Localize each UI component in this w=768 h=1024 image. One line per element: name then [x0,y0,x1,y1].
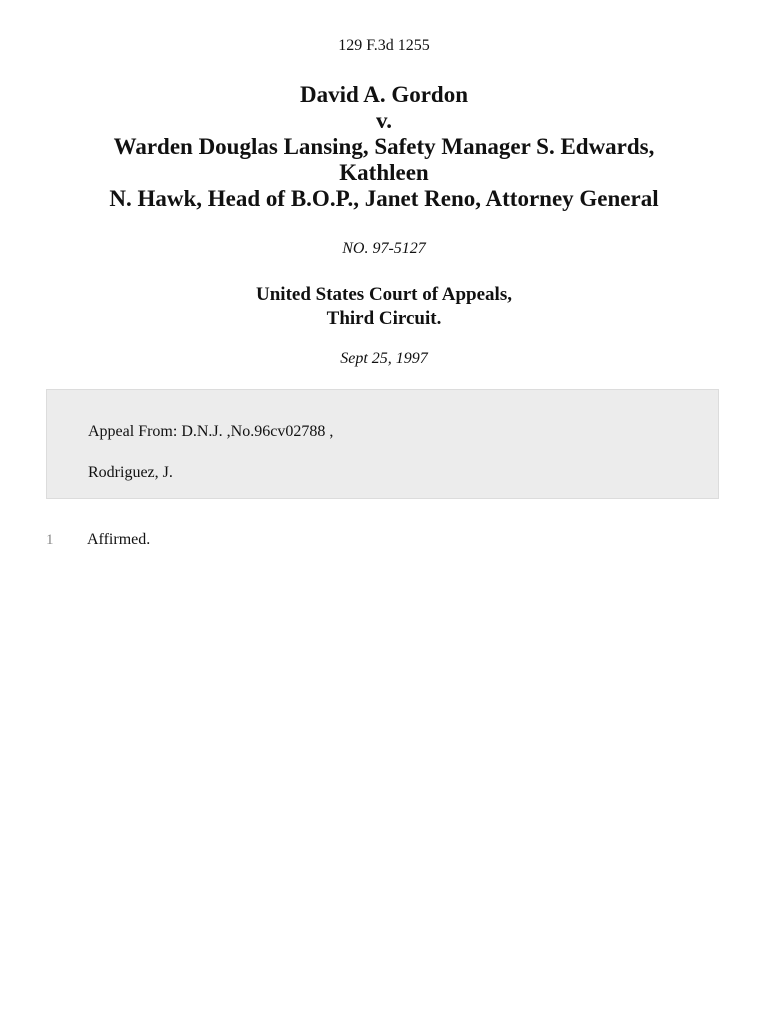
case-title [0,82,768,212]
court-name [0,283,768,331]
party-appellant: David A. Gordon [299,82,469,107]
appeal-judge: Rodriguez, J. [88,464,173,481]
decision-date: Sept 25, 1997 [340,350,428,367]
appeal-from: Appeal From: D.N.J. ,No.96cv02788 , [88,423,334,440]
versus-label: v. [376,108,392,133]
party-appellees-line-2: Kathleen [339,160,429,185]
docket-number: NO. 97-5127 [342,240,426,257]
party-appellees-line-3: N. Hawk, Head of B.O.P., Janet Reno, Attorney General [109,186,659,211]
case-citation: 129 F.3d 1255 [338,37,430,54]
court-name-line-2: Third Circuit. [326,308,442,329]
court-name-line-1: United States Court of Appeals, [256,284,512,305]
paragraph-number: 1 [46,532,54,548]
party-appellees-line-1: Warden Douglas Lansing, Safety Manager S. Edwards, [113,134,655,159]
paragraph [0,530,768,554]
appeal-info-box [46,389,719,499]
paragraph-text: Affirmed. [87,531,151,548]
